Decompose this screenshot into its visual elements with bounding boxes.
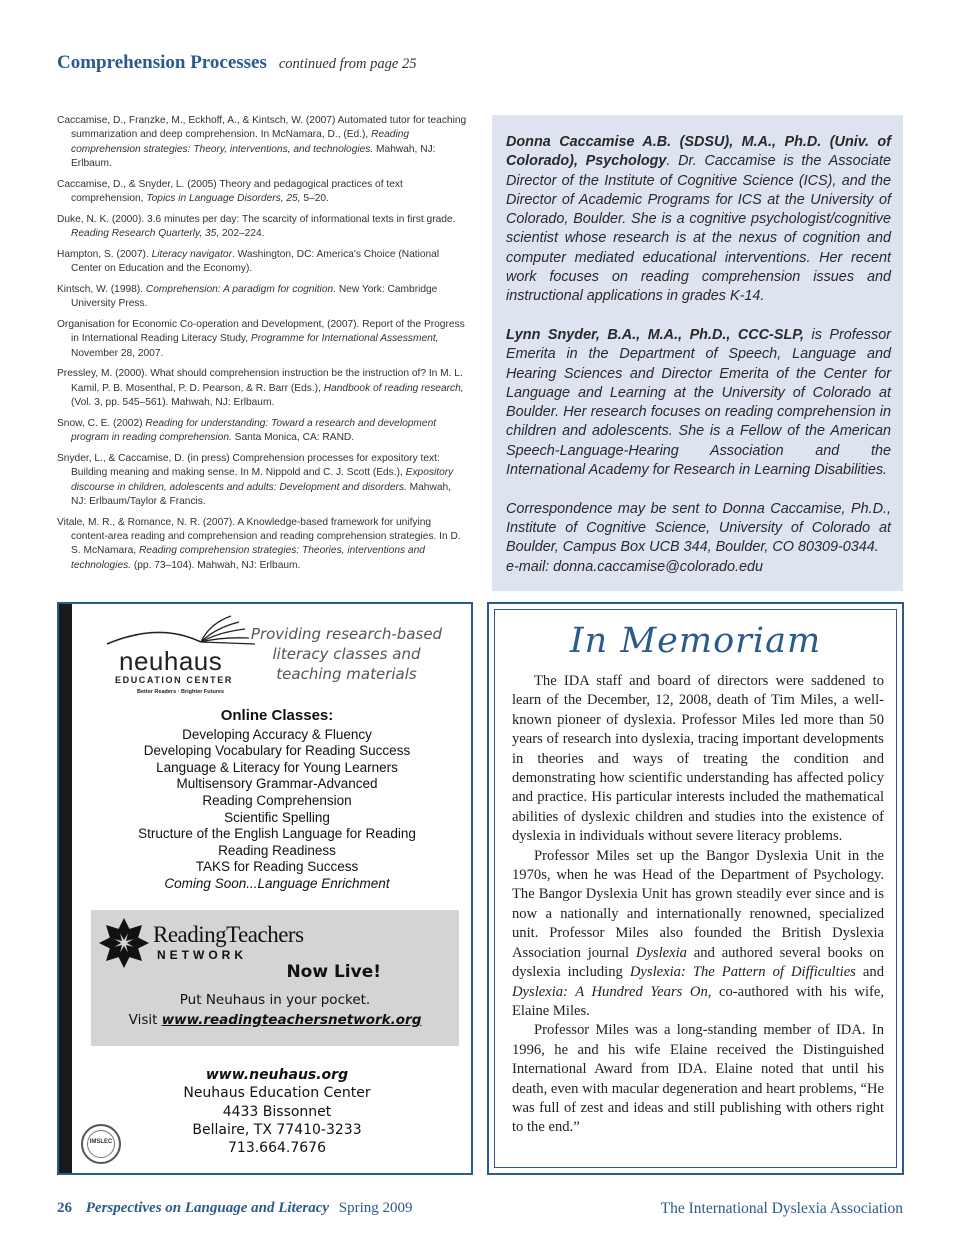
contact-email[interactable]: e-mail: donna.caccamise@colorado.edu bbox=[506, 558, 763, 575]
author-bio-box bbox=[492, 115, 903, 591]
pocket-tagline: Put Neuhaus in your pocket. bbox=[179, 992, 371, 1008]
memoriam-paragraph: Professor Miles set up the Bangor Dyslexia Unit in the 1970s, when he was Head of the Department of Psychology. The Bangor Dyslexia Unit has grown steadily ever since and is now a nationally and internationally renowned, specialized unit. Professor Miles also founded the British Dyslexia Association journal Dyslexia and authored several books on dyslexia including Dyslexia: The Pattern of Difficulties and Dyslexia: A Hundred Years On, co-authored with his wife, Elaine Miles. bbox=[512, 847, 885, 1019]
class-item: Reading Comprehension bbox=[202, 792, 352, 808]
visit-line: Visit www.readingteachersnetwork.org bbox=[128, 1012, 422, 1028]
memoriam-title: In Memoriam bbox=[569, 621, 822, 661]
coming-soon-note: Coming Soon...Language Enrichment bbox=[164, 875, 390, 891]
class-item: Language & Literacy for Young Learners bbox=[156, 759, 398, 775]
ad-slogan: Providing research-based literacy classes and teaching materials bbox=[250, 625, 443, 683]
imslec-seal bbox=[81, 1124, 121, 1164]
rtn-wordmark: ReadingTeachers bbox=[153, 922, 304, 947]
class-item: Multisensory Grammar-Advanced bbox=[176, 776, 378, 792]
publication-title: Perspectives on Language and Literacy bbox=[85, 1200, 330, 1216]
reference-item: Duke, N. K. (2000). 3.6 minutes per day: The scarcity of informational texts in first grade. Reading Research Quarterly, 35, 202–224. bbox=[57, 213, 456, 240]
reference-item: Caccamise, D., Franzke, M., Eckhoff, A., & Kintsch, W. (2007) Automated tutor for teaching summarization and deep comprehension. In McNamara, D., (Ed.), Reading comprehension strategies: Theory, interventions, and technologies. Mahwah, NJ: Erlbaum. bbox=[57, 115, 467, 169]
reference-list bbox=[57, 114, 469, 579]
in-memoriam-box bbox=[487, 602, 904, 1175]
class-item: Scientific Spelling bbox=[224, 809, 330, 825]
org-name: Neuhaus Education Center bbox=[183, 1085, 371, 1102]
online-classes-list bbox=[99, 708, 455, 893]
reading-teachers-network-panel bbox=[91, 910, 459, 1046]
continued-note: continued from page 25 bbox=[278, 56, 417, 72]
class-item: Reading Readiness bbox=[218, 842, 336, 858]
neuhaus-contact bbox=[99, 1066, 455, 1157]
organization-name: The International Dyslexia Association bbox=[660, 1200, 903, 1217]
section-title: Comprehension Processes bbox=[57, 52, 267, 73]
memoriam-paragraph: Professor Miles was a long-standing member of IDA. In 1996, he and his wife Elaine received the Distinguished International Award from IDA. Elaine noted that until his death, even with macular degeneration and heart problems, “He was full of zest and ideas and still publishing with others right to the end.” bbox=[512, 1022, 884, 1136]
bio-caccamise-name: Donna Caccamise A.B. (SDSU), M.A., Ph.D. (Univ. of Colorado), Psychology bbox=[506, 134, 891, 170]
reference-item: Pressley, M. (2000). What should comprehension instruction be the instruction of? In M. L. Kamil, P. B. Mosenthal, P. D. Pearson, & R. Barr (Eds.), Handbook of reading research, (Vol. 3, pp. 545–561). Mahwah, NJ: Erlbaum. bbox=[57, 368, 464, 409]
neuhaus-advertisement bbox=[57, 602, 473, 1175]
logo-subtitle: EDUCATION CENTER bbox=[115, 675, 233, 685]
reference-item: Snyder, L., & Caccamise, D. (in press) Comprehension processes for expository text: Building meaning and making sense. In M. Nippold and C. J. Scott (Eds.), Expository discourse in children, adolescents and adults: Development and disorders. Mahwah, NJ: Erlbaum/Taylor & Francis. bbox=[57, 452, 454, 507]
rtn-website-link[interactable]: www.readingteachersnetwork.org bbox=[161, 1012, 422, 1028]
bio-caccamise: Donna Caccamise A.B. (SDSU), M.A., Ph.D. (Univ. of Colorado), Psychology. Dr. Caccamise is the Associate Director of the Institute of Cognitive Science (ICS), and the Director of Academic Programs for ICS at the University of Colorado, Boulder. She is a cognitive psychologist/cognitive scientist whose research is at the nexus of cognition and computer mediated educational interventions. Her recent work focuses on reading comprehension issues and instructional applications in grades K-14. bbox=[506, 134, 891, 305]
class-item: Developing Accuracy & Fluency bbox=[182, 726, 372, 742]
reference-item: Organisation for Economic Co-operation and Development, (2007). Report of the Progress in International Reading Literacy Study, Programme for International Assessment, November 28, 2007. bbox=[57, 319, 465, 359]
reference-item: Vitale, M. R., & Romance, N. R. (2007). A Knowledge-based framework for unifying content-area reading and comprehension and reading comprehension strategies. In D. S. McNamara, Reading comprehension strategies: Theories, interventions and technologies. (pp. 73–104). Mahwah, NJ: Erlbaum. bbox=[57, 516, 461, 571]
correspondence: Correspondence may be sent to Donna Caccamise, Ph.D., Institute of Cognitive Science, University of Colorado at Boulder, Campus Box UCB 344, Boulder, CO 80309-0344. e-mail: donna.caccamise@colorado.edu bbox=[506, 500, 891, 575]
class-item: TAKS for Reading Success bbox=[195, 859, 359, 875]
page-footer bbox=[57, 1200, 413, 1217]
memoriam-body bbox=[512, 672, 884, 1138]
memoriam-paragraph: The IDA staff and board of directors were saddened to learn of the December, 12, 2008, death of Tim Miles, a well-known pioneer of dyslexia. Professor Miles led more than 50 years of research into dyslexia, tracing important developments in theories and ways of treating the condition and demonstrating how scientific understanding has affected policy and practice. His particular interests included the mathematical abilities of dyslexic children and studies into the existence of dyslexia in individuals without severe literacy problems. bbox=[512, 673, 884, 845]
reference-item: Caccamise, D., & Snyder, L. (2005) Theory and pedagogical practices of text comprehension, Topics in Language Disorders, 25, 5–20. bbox=[57, 178, 403, 204]
logo-wordmark: neuhaus bbox=[119, 646, 223, 676]
reference-item: Snow, C. E. (2002) Reading for understanding: Toward a research and development program in reading comprehension. Santa Monica, CA: RAND. bbox=[57, 417, 437, 444]
page-number: 26 bbox=[57, 1200, 72, 1216]
reference-item: Kintsch, W. (1998). Comprehension: A paradigm for cognition. New York: Cambridge University Press. bbox=[57, 283, 438, 310]
issue-season: Spring 2009 bbox=[338, 1200, 413, 1216]
rtn-network-label: NETWORK bbox=[157, 948, 247, 962]
page-header bbox=[57, 52, 757, 74]
online-classes-heading: Online Classes: bbox=[220, 707, 334, 724]
neuhaus-website-link[interactable]: www.neuhaus.org bbox=[205, 1067, 349, 1083]
reference-item: Hampton, S. (2007). Literacy navigator. Washington, DC: America's Choice (National Center on Education and the Economy). bbox=[57, 248, 440, 275]
class-item: Developing Vocabulary for Reading Success bbox=[143, 743, 411, 759]
ad-side-stripe bbox=[59, 604, 72, 1173]
star-logo-icon bbox=[97, 916, 151, 970]
seal-label: IMSLEC bbox=[89, 1139, 113, 1145]
street-address: 4433 Bissonnet bbox=[222, 1103, 332, 1120]
now-live-label: Now Live! bbox=[286, 962, 381, 982]
phone-number: 713.664.7676 bbox=[228, 1140, 326, 1157]
logo-tagline: Better Readers · Brighter Futures bbox=[137, 689, 225, 695]
class-item: Structure of the English Language for Reading bbox=[138, 826, 416, 842]
bio-snyder-name: Lynn Snyder, B.A., M.A., Ph.D., CCC-SLP, bbox=[506, 326, 804, 343]
city-address: Bellaire, TX 77410-3233 bbox=[192, 1121, 362, 1138]
bio-snyder: Lynn Snyder, B.A., M.A., Ph.D., CCC-SLP, is Professor Emerita in the Department of Speech, Language and Hearing Sciences and Director Emerita of the Center for Language and Learning at the University of Colorado at Boulder. Her research focuses on reading comprehension in children and adolescents. She is a Fellow of the American Speech-Language-Hearing Association and the International Academy for Research in Learning Disabilities. bbox=[506, 326, 891, 479]
